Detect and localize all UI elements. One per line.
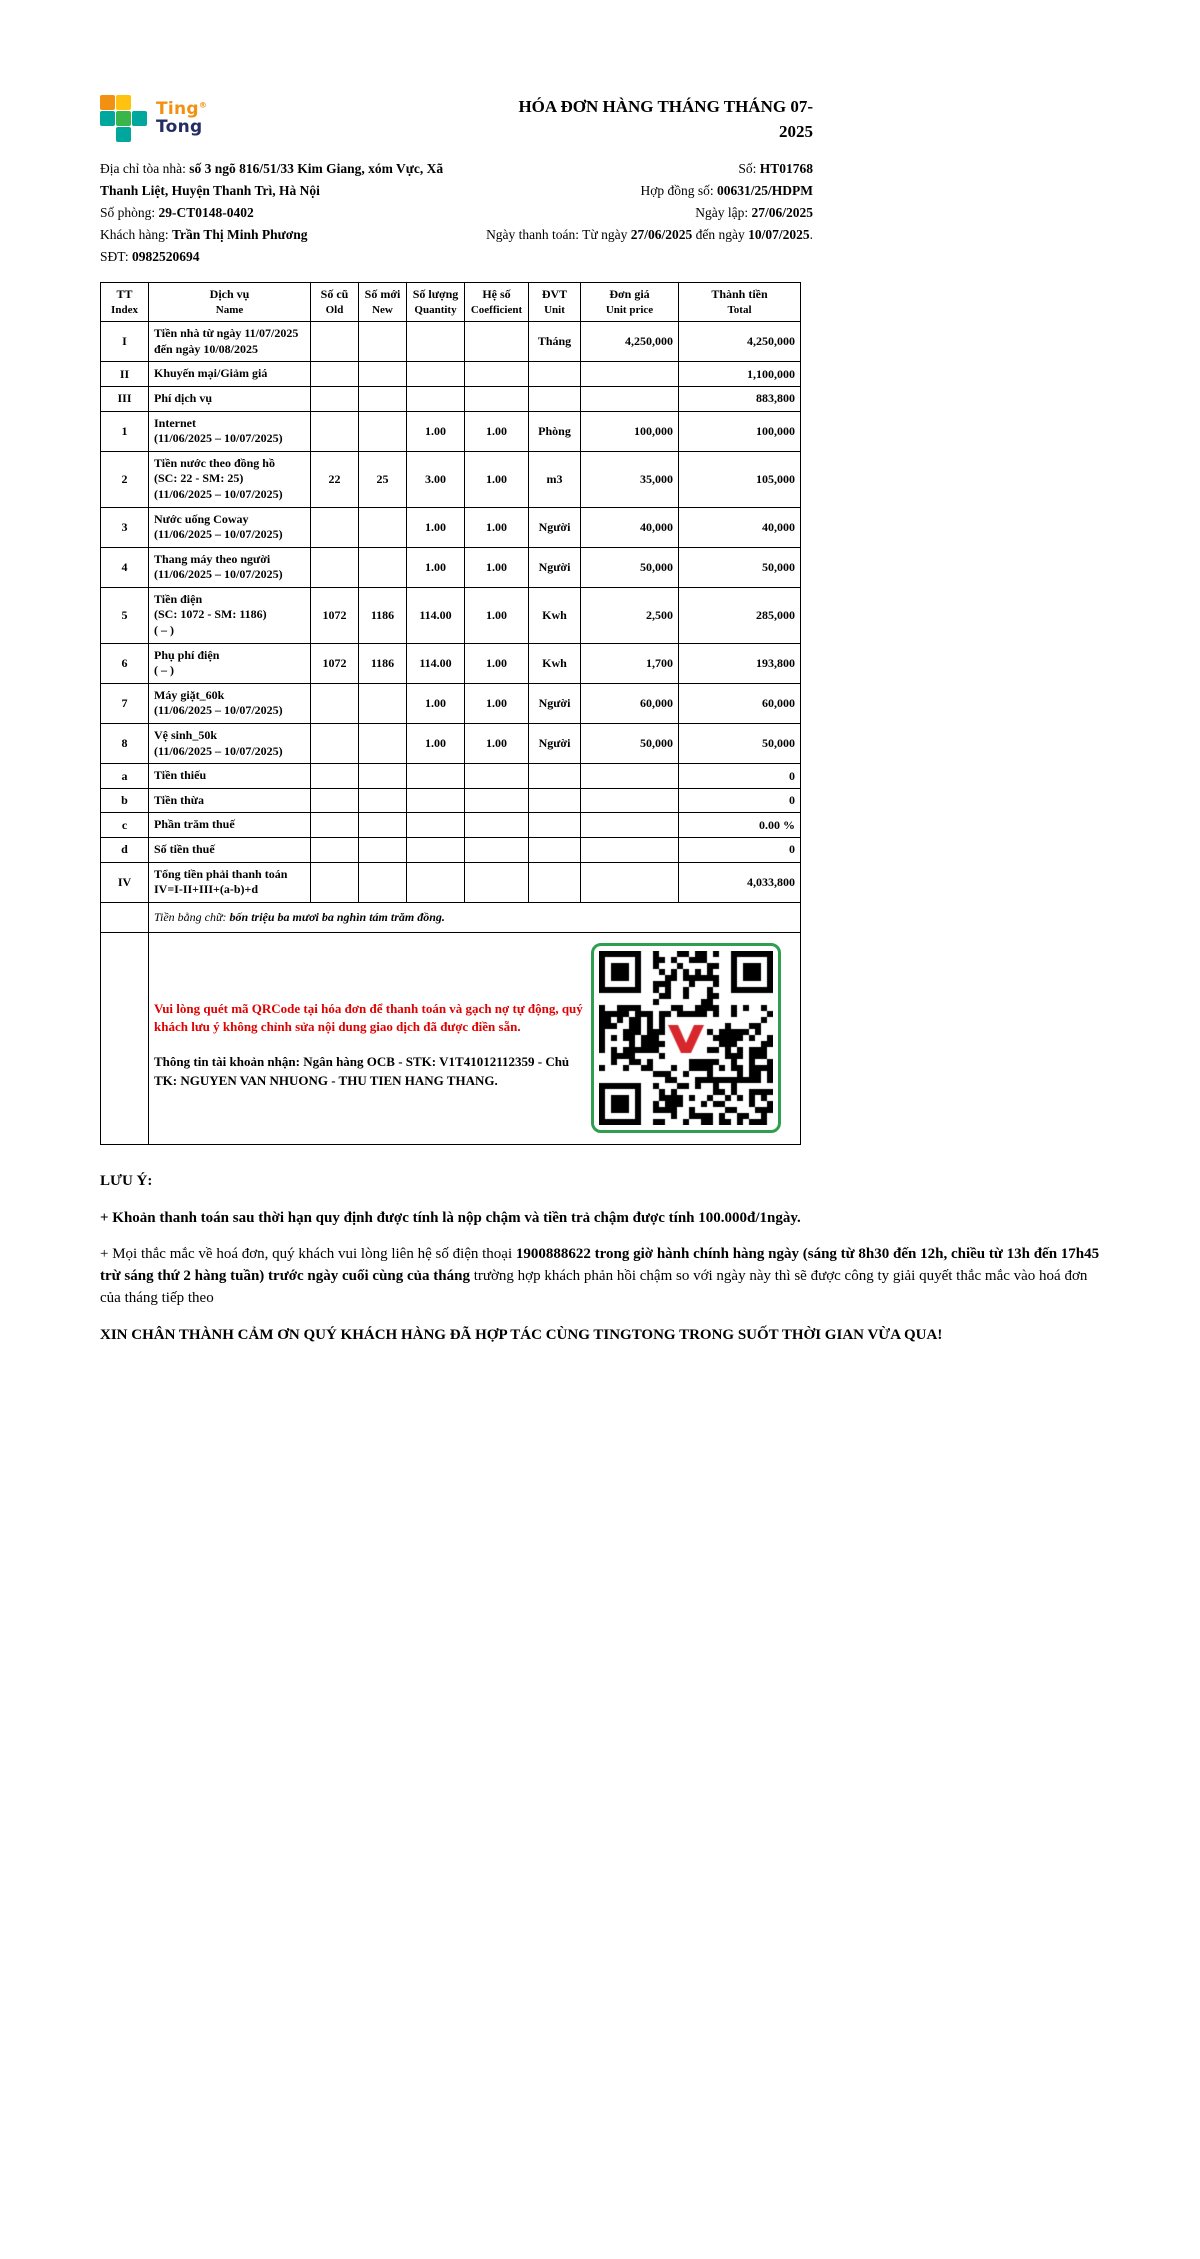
- column-header-coefficient: Hệ số Coefficient: [465, 283, 529, 322]
- invoice-row-7: [101, 683, 801, 723]
- cell-index: 2: [101, 451, 149, 507]
- cell-total: 285,000: [679, 587, 801, 643]
- text-part: XIN CHÂN THÀNH CẢM ƠN QUÝ KHÁCH HÀNG ĐÃ HỢP TÁC CÙNG TINGTONG TRONG SUỐT THỜI GIAN VỪA QUA!: [100, 1326, 943, 1343]
- note-paragraph: [100, 1325, 1100, 1347]
- cell-index: 6: [101, 643, 149, 683]
- cell-total: 1,100,000: [679, 362, 801, 387]
- cell-coefficient: [465, 838, 529, 863]
- cell-total: 0: [679, 838, 801, 863]
- amount-in-words-row: [101, 902, 801, 932]
- cell-total: 50,000: [679, 724, 801, 764]
- cell-unit: [529, 764, 581, 789]
- invoice-row-c: [101, 813, 801, 838]
- cell-empty-index: [101, 902, 149, 932]
- cell-total: 4,250,000: [679, 322, 801, 362]
- invoice-meta-line: [472, 158, 813, 180]
- account-info: [154, 1053, 591, 1091]
- cell-unit: [529, 862, 581, 902]
- text-part: HT01768: [759, 161, 813, 177]
- column-header-unit-price: Đơn giá Unit price: [581, 283, 679, 322]
- cell-new-reading: 1186: [359, 643, 407, 683]
- registered-trademark-icon: ®: [198, 100, 208, 109]
- amount-in-words-value: bốn triệu ba mươi ba nghìn tám trăm đồng.: [229, 909, 445, 924]
- cell-unit: Phòng: [529, 411, 581, 451]
- cell-unit: [529, 362, 581, 387]
- cell-old-reading: 1072: [311, 643, 359, 683]
- cell-unit-price: 50,000: [581, 547, 679, 587]
- text-part: Thông tin tài khoản nhận: Ngân hàng OCB - STK:: [154, 1054, 440, 1070]
- text-part: Trần Thị Minh Phương: [171, 227, 308, 243]
- logo-square-empty: [100, 127, 115, 142]
- text-part: 10/07/2025: [748, 227, 810, 243]
- cell-old-reading: [311, 764, 359, 789]
- cell-quantity: [407, 386, 465, 411]
- cell-index: 5: [101, 587, 149, 643]
- note-paragraph: [100, 1171, 1100, 1193]
- logo-square: [100, 111, 115, 126]
- cell-old-reading: [311, 547, 359, 587]
- cell-total: 883,800: [679, 386, 801, 411]
- cell-old-reading: [311, 813, 359, 838]
- cell-total: 4,033,800: [679, 862, 801, 902]
- column-header-quantity: Số lượng Quantity: [407, 283, 465, 322]
- cell-unit-price: 60,000: [581, 683, 679, 723]
- cell-coefficient: 1.00: [465, 507, 529, 547]
- cell-total: 40,000: [679, 507, 801, 547]
- cell-quantity: [407, 813, 465, 838]
- invoice-row-3: [101, 507, 801, 547]
- cell-unit-price: 50,000: [581, 724, 679, 764]
- cell-old-reading: [311, 724, 359, 764]
- cell-new-reading: [359, 862, 407, 902]
- cell-old-reading: [311, 386, 359, 411]
- cell-total: 100,000: [679, 411, 801, 451]
- text-part: + Khoản thanh toán sau thời hạn quy định được tính là nộp chậm và tiền trả chậm được tính 100.000đ/1ngày.: [100, 1209, 801, 1226]
- text-part: .: [809, 227, 813, 243]
- cell-index: c: [101, 813, 149, 838]
- logo-square: [116, 111, 131, 126]
- cell-unit: Kwh: [529, 643, 581, 683]
- logo-tong-text: Tong: [156, 116, 203, 137]
- cell-index: 3: [101, 507, 149, 547]
- cell-unit-price: 35,000: [581, 451, 679, 507]
- cell-new-reading: [359, 386, 407, 411]
- invoice-row-1: [101, 411, 801, 451]
- cell-index: 4: [101, 547, 149, 587]
- cell-quantity: 1.00: [407, 683, 465, 723]
- text-part: + Mọi thắc mắc về hoá đơn, quý khách vui lòng liên hệ số điện thoại: [100, 1246, 516, 1263]
- tingtong-logo: [100, 95, 207, 142]
- logo-square: [116, 127, 131, 142]
- invoice-meta-line: [472, 202, 813, 224]
- qr-frame: [591, 943, 781, 1133]
- cell-coefficient: 1.00: [465, 547, 529, 587]
- cell-empty-index: [101, 932, 149, 1144]
- cell-old-reading: [311, 411, 359, 451]
- cell-unit-price: [581, 362, 679, 387]
- cell-service-name: Tiền thiếu: [149, 764, 311, 789]
- note-paragraph: [100, 1244, 1100, 1309]
- text-part: NGUYEN VAN NHUONG - THU TIEN HANG THANG: [180, 1073, 495, 1089]
- cell-service-name: Internet (11/06/2025 – 10/07/2025): [149, 411, 311, 451]
- text-part: 27/06/2025: [630, 227, 693, 243]
- qr-code: [599, 951, 773, 1125]
- cell-service-name: Phần trăm thuế: [149, 813, 311, 838]
- text-part: SĐT:: [100, 249, 132, 265]
- cell-new-reading: [359, 362, 407, 387]
- logo-square-empty: [132, 95, 147, 110]
- cell-coefficient: [465, 764, 529, 789]
- building-info-line: [100, 224, 472, 246]
- text-part: đến ngày: [692, 227, 749, 243]
- invoice-meta-line: [472, 224, 813, 246]
- text-part: LƯU Ý:: [100, 1172, 153, 1189]
- cell-quantity: 3.00: [407, 451, 465, 507]
- column-header-old: Số cũ Old: [311, 283, 359, 322]
- cell-quantity: 1.00: [407, 724, 465, 764]
- qr-instructions: [154, 986, 591, 1091]
- cell-unit-price: 1,700: [581, 643, 679, 683]
- text-part: 27/06/2025: [751, 205, 813, 221]
- invoice-row-II: [101, 362, 801, 387]
- cell-index: IV: [101, 862, 149, 902]
- cell-old-reading: [311, 322, 359, 362]
- cell-coefficient: 1.00: [465, 587, 529, 643]
- text-part: Ngày thanh toán: Từ ngày: [486, 227, 631, 243]
- text-part: Ngày lập:: [695, 205, 752, 221]
- cell-service-name: Phụ phí điện ( – ): [149, 643, 311, 683]
- text-part: V1T41012112359: [439, 1054, 535, 1070]
- cell-unit-price: 2,500: [581, 587, 679, 643]
- cell-service-name: Máy giặt_60k (11/06/2025 – 10/07/2025): [149, 683, 311, 723]
- cell-new-reading: [359, 838, 407, 863]
- column-header-index: TT Index: [101, 283, 149, 322]
- cell-unit: [529, 813, 581, 838]
- cell-quantity: 1.00: [407, 507, 465, 547]
- invoice-row-5: [101, 587, 801, 643]
- text-part: 0982520694: [131, 249, 200, 265]
- cell-index: I: [101, 322, 149, 362]
- cell-quantity: 114.00: [407, 643, 465, 683]
- text-part: - Chủ TK:: [154, 1054, 570, 1089]
- cell-service-name: Tổng tiền phải thanh toán IV=I-II+III+(a-b)+d: [149, 862, 311, 902]
- cell-new-reading: [359, 547, 407, 587]
- logo-square: [132, 111, 147, 126]
- building-info-line: [100, 246, 472, 268]
- cell-total: 50,000: [679, 547, 801, 587]
- cell-unit: Người: [529, 683, 581, 723]
- cell-old-reading: [311, 362, 359, 387]
- amount-in-words-label: Tiền bằng chữ:: [154, 909, 230, 924]
- cell-index: 7: [101, 683, 149, 723]
- cell-total: 105,000: [679, 451, 801, 507]
- logo-square: [116, 95, 131, 110]
- cell-unit-price: 40,000: [581, 507, 679, 547]
- cell-coefficient: 1.00: [465, 411, 529, 451]
- text-part: 00631/25/HDPM: [717, 183, 813, 199]
- qr-notice: Vui lòng quét mã QRCode tại hóa đơn để thanh toán và gạch nợ tự động, quý khách lưu ý không chỉnh sửa nội dung giao dịch đã được điền sẵn.: [154, 1000, 583, 1035]
- invoice-row-III: [101, 386, 801, 411]
- cell-service-name: Tiền nhà từ ngày 11/07/2025 đến ngày 10/08/2025: [149, 322, 311, 362]
- cell-quantity: [407, 362, 465, 387]
- cell-unit: [529, 386, 581, 411]
- cell-new-reading: [359, 507, 407, 547]
- cell-unit: m3: [529, 451, 581, 507]
- cell-index: d: [101, 838, 149, 863]
- logo-square: [100, 95, 115, 110]
- invoice-row-d: [101, 838, 801, 863]
- note-paragraph: [100, 1208, 1100, 1230]
- invoice-title-line1: HÓA ĐƠN HÀNG THÁNG THÁNG 07-: [518, 97, 813, 116]
- cell-total: 193,800: [679, 643, 801, 683]
- cell-service-name: Phí dịch vụ: [149, 386, 311, 411]
- cell-unit-price: [581, 788, 679, 813]
- cell-unit-price: 4,250,000: [581, 322, 679, 362]
- cell-unit-price: [581, 764, 679, 789]
- column-header-service: Dịch vụ Name: [149, 283, 311, 322]
- cell-coefficient: [465, 862, 529, 902]
- cell-quantity: [407, 862, 465, 902]
- cell-quantity: [407, 788, 465, 813]
- cell-new-reading: [359, 322, 407, 362]
- cell-service-name: Vệ sinh_50k (11/06/2025 – 10/07/2025): [149, 724, 311, 764]
- cell-coefficient: 1.00: [465, 451, 529, 507]
- invoice-row-I: [101, 322, 801, 362]
- cell-unit-price: [581, 862, 679, 902]
- invoice-row-b: [101, 788, 801, 813]
- text-part: 1900888622 trong giờ hành chính hàng ngày (sáng từ 8h30 đến 12h, chiều từ 13h đến 17h45 trừ sáng thứ 2 hàng tuần): [100, 1246, 1100, 1285]
- logo-ting-text: [156, 98, 208, 119]
- notes-section: [100, 1171, 1100, 1347]
- cell-new-reading: 1186: [359, 587, 407, 643]
- cell-index: III: [101, 386, 149, 411]
- cell-new-reading: [359, 813, 407, 838]
- cell-unit: Người: [529, 724, 581, 764]
- cell-unit-price: [581, 386, 679, 411]
- cell-unit: Người: [529, 547, 581, 587]
- logo-square-empty: [132, 127, 147, 142]
- cell-unit: Kwh: [529, 587, 581, 643]
- cell-total: 0: [679, 788, 801, 813]
- cell-service-name: Tiền điện (SC: 1072 - SM: 1186) ( – ): [149, 587, 311, 643]
- building-customer-info: [100, 158, 472, 268]
- cell-coefficient: [465, 386, 529, 411]
- cell-index: b: [101, 788, 149, 813]
- cell-unit: Tháng: [529, 322, 581, 362]
- cell-new-reading: 25: [359, 451, 407, 507]
- cell-coefficient: [465, 322, 529, 362]
- column-header-unit: ĐVT Unit: [529, 283, 581, 322]
- invoice-row-2: [101, 451, 801, 507]
- cell-index: a: [101, 764, 149, 789]
- cell-service-name: Nước uống Coway (11/06/2025 – 10/07/2025): [149, 507, 311, 547]
- cell-index: 8: [101, 724, 149, 764]
- cell-coefficient: 1.00: [465, 683, 529, 723]
- building-info-line: [100, 202, 472, 224]
- cell-old-reading: [311, 683, 359, 723]
- text-part: Số phòng:: [100, 205, 159, 221]
- column-header-total: Thành tiền Total: [679, 283, 801, 322]
- cell-old-reading: 1072: [311, 587, 359, 643]
- cell-quantity: [407, 764, 465, 789]
- cell-new-reading: [359, 788, 407, 813]
- invoice-row-4: [101, 547, 801, 587]
- cell-old-reading: 22: [311, 451, 359, 507]
- cell-old-reading: [311, 862, 359, 902]
- text-part: Hợp đồng số:: [640, 183, 717, 199]
- cell-unit: [529, 788, 581, 813]
- table-header-row: [101, 283, 801, 322]
- invoice-row-a: [101, 764, 801, 789]
- cell-quantity: 1.00: [407, 411, 465, 451]
- cell-service-name: Tiền nước theo đồng hồ (SC: 22 - SM: 25) (11/06/2025 – 10/07/2025): [149, 451, 311, 507]
- cell-quantity: 114.00: [407, 587, 465, 643]
- invoice-row-8: [101, 724, 801, 764]
- cell-coefficient: [465, 788, 529, 813]
- cell-quantity: [407, 322, 465, 362]
- text-part: .: [494, 1073, 498, 1089]
- text-part: trước ngày cuối cùng của tháng: [264, 1268, 470, 1285]
- text-part: 29-CT0148-0402: [158, 205, 254, 221]
- cell-quantity: [407, 838, 465, 863]
- cell-new-reading: [359, 683, 407, 723]
- info-section: [100, 158, 813, 268]
- cell-new-reading: [359, 724, 407, 764]
- cell-old-reading: [311, 788, 359, 813]
- cell-index: II: [101, 362, 149, 387]
- cell-service-name: Số tiền thuế: [149, 838, 311, 863]
- qr-row: [101, 932, 801, 1144]
- text-part: số 3 ngõ 816/51/33 Kim Giang, xóm Vực, Xã Thanh Liệt, Huyện Thanh Trì, Hà Nội: [100, 161, 444, 199]
- cell-coefficient: 1.00: [465, 724, 529, 764]
- tingtong-logo-text: [156, 98, 208, 137]
- cell-unit-price: 100,000: [581, 411, 679, 451]
- cell-unit-price: [581, 838, 679, 863]
- cell-unit-price: [581, 813, 679, 838]
- cell-new-reading: [359, 411, 407, 451]
- cell-total: 0.00 %: [679, 813, 801, 838]
- cell-service-name: Thang máy theo người (11/06/2025 – 10/07/2025): [149, 547, 311, 587]
- cell-quantity: 1.00: [407, 547, 465, 587]
- logo-ting-word: Ting: [156, 98, 199, 119]
- invoice-header: [100, 95, 813, 144]
- cell-unit: Người: [529, 507, 581, 547]
- invoice-row-6: [101, 643, 801, 683]
- invoice-table: [100, 282, 801, 1145]
- cell-new-reading: [359, 764, 407, 789]
- text-part: trường hợp khách phản hồi chậm so với ngày này thì sẽ được công ty giải quyết thắc mắc vào hoá đơn của tháng tiếp theo: [100, 1268, 1088, 1306]
- invoice-row-IV: [101, 862, 801, 902]
- qr-section: [149, 932, 801, 1144]
- invoice-meta-line: [472, 180, 813, 202]
- invoice-meta-info: [472, 158, 813, 268]
- invoice-title: [518, 95, 813, 144]
- cell-service-name: Khuyến mại/Giảm giá: [149, 362, 311, 387]
- cell-old-reading: [311, 838, 359, 863]
- text-part: Khách hàng:: [100, 227, 172, 243]
- amount-in-words-cell: [149, 902, 801, 932]
- cell-coefficient: 1.00: [465, 643, 529, 683]
- cell-unit: [529, 838, 581, 863]
- tingtong-logo-mark: [100, 95, 147, 142]
- cell-coefficient: [465, 362, 529, 387]
- building-info-line: [100, 158, 472, 202]
- invoice-title-line2: 2025: [779, 121, 813, 141]
- cell-index: 1: [101, 411, 149, 451]
- cell-service-name: Tiền thừa: [149, 788, 311, 813]
- cell-old-reading: [311, 507, 359, 547]
- text-part: Địa chỉ tòa nhà:: [100, 161, 190, 177]
- cell-total: 0: [679, 764, 801, 789]
- cell-coefficient: [465, 813, 529, 838]
- column-header-new: Số mới New: [359, 283, 407, 322]
- text-part: Số:: [738, 161, 760, 177]
- cell-total: 60,000: [679, 683, 801, 723]
